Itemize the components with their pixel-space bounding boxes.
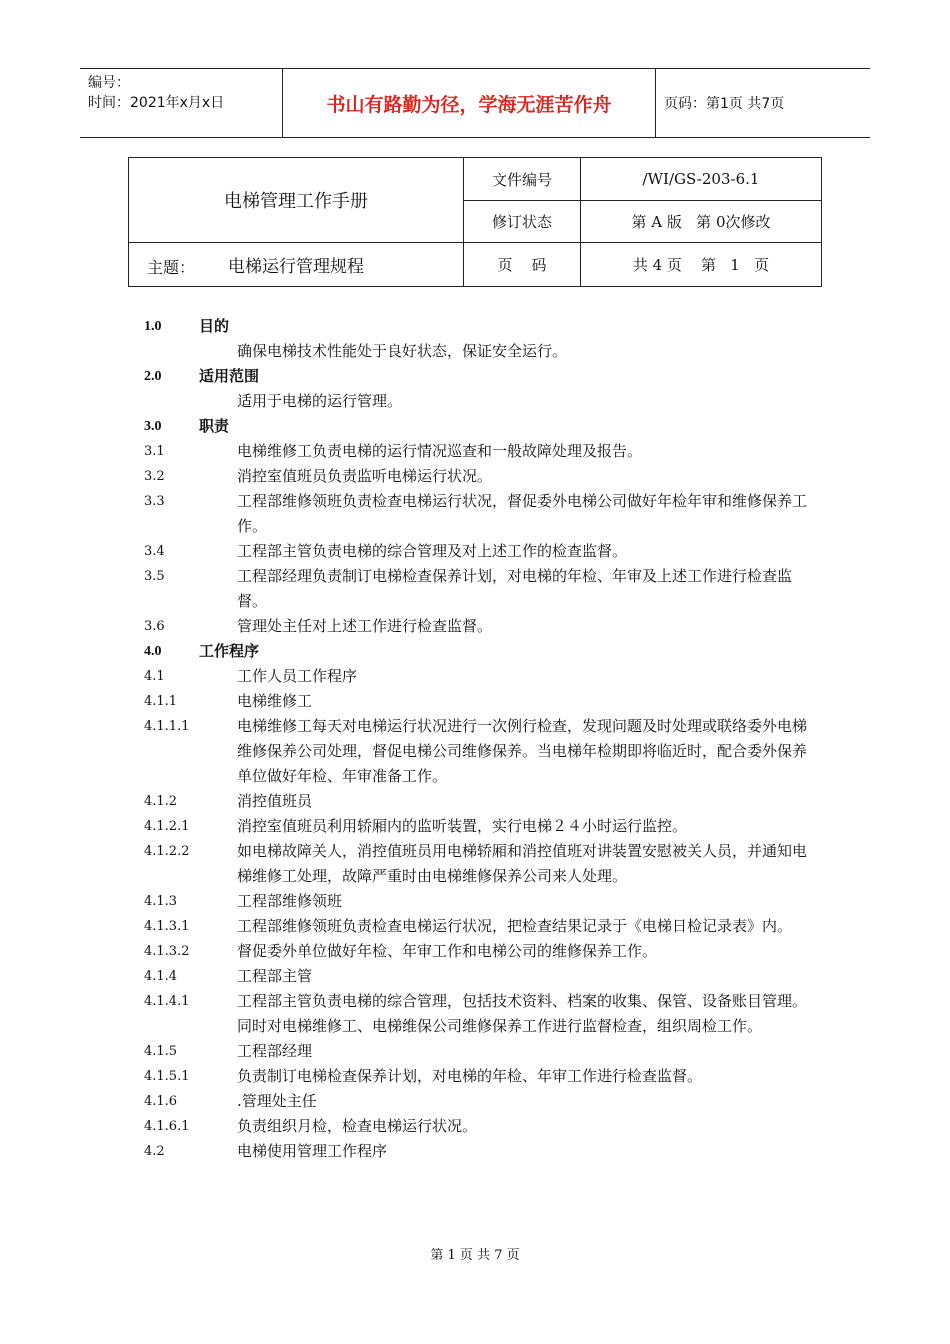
page-label: 页 码: [464, 243, 581, 287]
paragraph: [144, 814, 814, 839]
section-number: 4.1.3.2: [144, 944, 190, 959]
paragraph-text: 工程部维修领班: [237, 892, 343, 910]
section-number: 3.0: [144, 419, 162, 434]
heading-text: 目的: [199, 317, 230, 335]
document-info-table: [128, 157, 822, 287]
paragraph: [144, 439, 814, 464]
section-number: 4.1.3: [144, 894, 178, 909]
heading-text: 适用范围: [199, 367, 260, 385]
section-number: 3.3: [144, 494, 165, 509]
section-number: 4.1.2.2: [144, 844, 190, 859]
theme-value: 电梯运行管理规程: [228, 257, 364, 277]
section-number: 4.1.5.1: [144, 1069, 190, 1084]
section-heading: [144, 364, 814, 389]
heading-text: 职责: [199, 417, 230, 435]
section-heading: [144, 414, 814, 439]
paragraph: [144, 1089, 814, 1114]
section-number: 4.1.4: [144, 969, 178, 984]
page-footer: 第 1 页 共 7 页: [430, 1248, 520, 1263]
paragraph-text: 负责组织月检，检查电梯运行状况。: [237, 1117, 478, 1135]
heading-text: 工作程序: [199, 642, 260, 660]
paragraph-text: 工程部经理负责制订电梯检查保养计划，对电梯的年检、年审及上述工作进行检查监督。: [237, 567, 793, 610]
section-number: 4.1.1.1: [144, 719, 190, 734]
paragraph-text: 确保电梯技术性能处于良好状态，保证安全运行。: [237, 342, 568, 360]
paragraph-text: 工程部主管负责电梯的综合管理及对上述工作的检查监督。: [237, 542, 628, 560]
paragraph: [144, 389, 814, 414]
section-number: 4.1.6: [144, 1094, 178, 1109]
paragraph: [144, 839, 814, 889]
paragraph: [144, 564, 814, 614]
time-label: 时间：2021年x月x日: [88, 95, 225, 111]
paragraph: [144, 989, 814, 1039]
section-number: 2.0: [144, 369, 162, 384]
section-number: 4.1.5: [144, 1044, 178, 1059]
paragraph-text: 电梯使用管理工作程序: [237, 1142, 388, 1160]
section-number: 3.6: [144, 619, 165, 634]
paragraph-text: 消控室值班员利用轿厢内的监听装置，实行电梯２４小时运行监控。: [237, 817, 688, 835]
paragraph-text: 电梯维修工负责电梯的运行情况巡查和一般故障处理及报告。: [237, 442, 643, 460]
theme-label: 主题：: [147, 258, 196, 277]
section-number: 4.1.6.1: [144, 1119, 190, 1134]
section-number: 4.1.2.1: [144, 819, 190, 834]
section-number: 4.1.4.1: [144, 994, 190, 1009]
paragraph-text: 适用于电梯的运行管理。: [237, 392, 403, 410]
paragraph-text: 电梯维修工: [237, 692, 313, 710]
paragraph-text: 电梯维修工每天对电梯运行状况进行一次例行检查，发现问题及时处理或联络委外电梯维修保养公司处理，督促电梯公司维修保养。当电梯年检期即将临近时，配合委外保养单位做好年检、年审准备工作。: [237, 717, 808, 785]
paragraph: [144, 1039, 814, 1064]
paragraph: [144, 1139, 814, 1164]
paragraph-text: 工程部经理: [237, 1042, 313, 1060]
paragraph-text: 消控值班员: [237, 792, 313, 810]
paragraph: [144, 339, 814, 364]
paragraph: [144, 539, 814, 564]
section-number: 4.1.2: [144, 794, 178, 809]
header-meta: [80, 69, 283, 137]
paragraph: [144, 939, 814, 964]
paragraph-text: 工程部主管负责电梯的综合管理，包括技术资料、档案的收集、保管、设备账目管理。同时对电梯维修工、电梯维保公司维修保养工作进行监督检查，组织周检工作。: [237, 992, 808, 1035]
theme-cell: [129, 243, 464, 287]
page-header: [80, 68, 870, 138]
paragraph-text: 如电梯故障关人，消控值班员用电梯轿厢和消控值班对讲装置安慰被关人员，并通知电梯维修工处理，故障严重时由电梯维修保养公司来人处理。: [237, 842, 808, 885]
paragraph: [144, 914, 814, 939]
section-number: 4.1.1: [144, 694, 178, 709]
paragraph: [144, 614, 814, 639]
section-heading: [144, 314, 814, 339]
revision-label: 修订状态: [464, 201, 581, 243]
paragraph-text: 负责制订电梯检查保养计划，对电梯的年检、年审工作进行检查监督。: [237, 1067, 703, 1085]
paragraph: [144, 889, 814, 914]
paragraph: [144, 714, 814, 789]
paragraph-text: 管理处主任对上述工作进行检查监督。: [237, 617, 493, 635]
paragraph: [144, 964, 814, 989]
section-number: 1.0: [144, 319, 162, 334]
paragraph-text: 消控室值班员负责监听电梯运行状况。: [237, 467, 493, 485]
paragraph: [144, 1114, 814, 1139]
section-number: 3.5: [144, 569, 165, 584]
paragraph: [144, 489, 814, 539]
section-number: 3.2: [144, 469, 165, 484]
number-label: 编号：: [88, 75, 130, 91]
header-page-info: 页码：第1页 共7页: [664, 96, 785, 112]
section-number: 3.4: [144, 544, 165, 559]
paragraph: [144, 664, 814, 689]
revision-value: 第 A 版 第 0次修改: [581, 201, 822, 243]
paragraph-text: .管理处主任: [237, 1092, 317, 1110]
manual-title: 电梯管理工作手册: [129, 158, 464, 243]
page-value: 共 4 页 第 1 页: [581, 243, 822, 287]
section-number: 4.0: [144, 644, 162, 659]
section-heading: [144, 639, 814, 664]
paragraph-text: 工程部维修领班负责检查电梯运行状况，把检查结果记录于《电梯日检记录表》内。: [237, 917, 793, 935]
section-number: 4.1.3.1: [144, 919, 190, 934]
header-motto: 书山有路勤为径，学海无涯苦作舟: [283, 69, 656, 137]
paragraph-text: 工程部维修领班负责检查电梯运行状况，督促委外电梯公司做好年检年审和维修保养工作。: [237, 492, 808, 535]
paragraph-text: 督促委外单位做好年检、年审工作和电梯公司的维修保养工作。: [237, 942, 658, 960]
paragraph: [144, 689, 814, 714]
section-number: 4.1: [144, 669, 165, 684]
paragraph: [144, 464, 814, 489]
paragraph-text: 工作人员工作程序: [237, 667, 358, 685]
file-no-value: /WI/GS-203-6.1: [581, 158, 822, 201]
paragraph: [144, 789, 814, 814]
paragraph-text: 工程部主管: [237, 967, 313, 985]
section-number: 4.2: [144, 1144, 165, 1159]
file-no-label: 文件编号: [464, 158, 581, 201]
document-body: [144, 314, 814, 1164]
section-number: 3.1: [144, 444, 165, 459]
paragraph: [144, 1064, 814, 1089]
